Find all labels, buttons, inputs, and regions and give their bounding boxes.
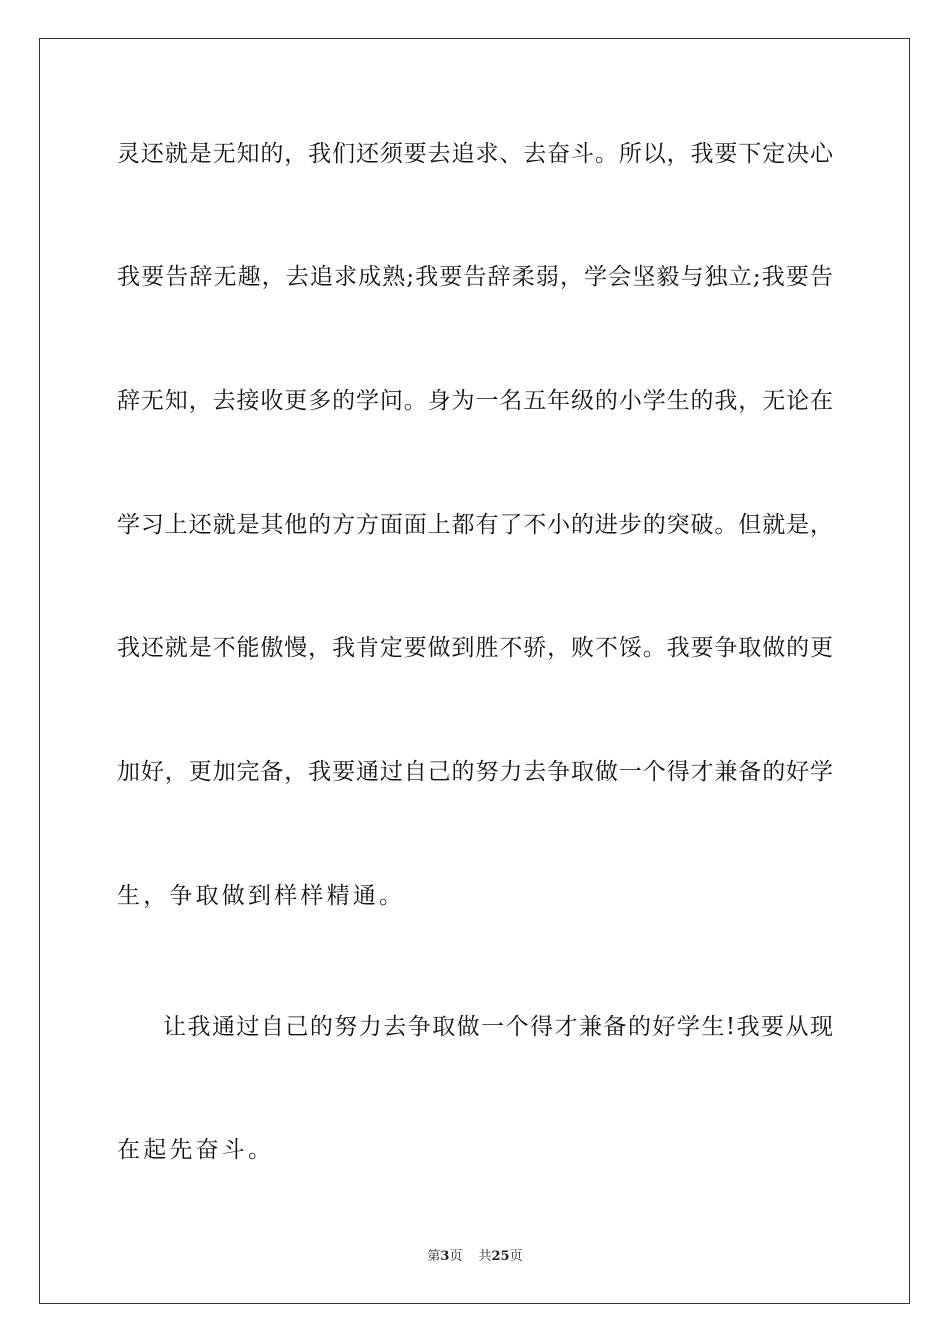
page-prefix: 第	[427, 1249, 441, 1264]
body-line-4: 学习上还就是其他的方方面面上都有了不小的进步的突破。但就是，	[117, 512, 833, 538]
body-line-9: 在起先奋斗。	[117, 1137, 275, 1163]
page-footer	[0, 1248, 950, 1266]
body-line-7: 生，争取做到样样精通。	[117, 883, 406, 909]
body-line-5: 我还就是不能傲慢，我肯定要做到胜不骄，败不馁。我要争取做的更	[117, 635, 833, 661]
body-line-2: 我要告辞无趣，去追求成熟;我要告辞柔弱，学会坚毅与独立;我要告	[117, 264, 833, 290]
page-border	[39, 38, 910, 1304]
page-suffix: 页	[449, 1249, 463, 1264]
page-current: 3	[440, 1249, 450, 1264]
body-line-3: 辞无知，去接收更多的学问。身为一名五年级的小学生的我，无论在	[117, 388, 833, 414]
body-line-6: 加好，更加完备，我要通过自己的努力去争取做一个得才兼备的好学	[117, 759, 833, 785]
body-line-1: 灵还就是无知的，我们还须要去追求、去奋斗。所以，我要下定决心	[117, 141, 833, 167]
total-suffix: 页	[509, 1249, 523, 1264]
total-prefix: 共	[478, 1249, 492, 1264]
page-total: 25	[491, 1249, 510, 1264]
body-line-8: 让我通过自己的努力去争取做一个得才兼备的好学生!我要从现	[163, 1014, 833, 1040]
